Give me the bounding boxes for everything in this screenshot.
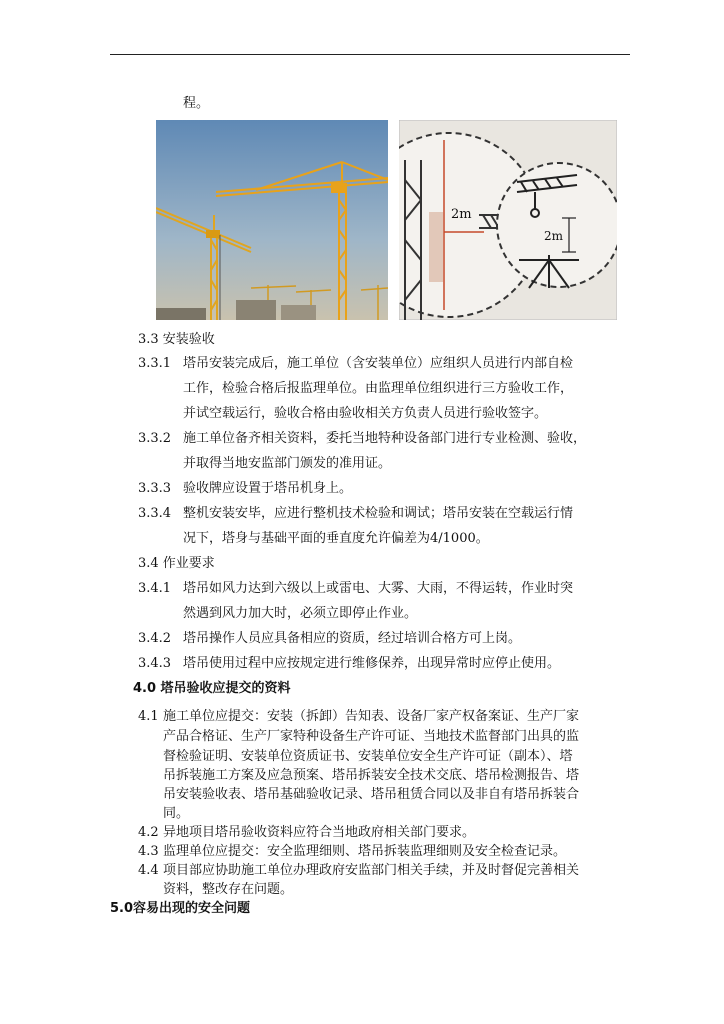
diagram-label-2m-left: 2m — [451, 207, 472, 222]
item-number: 3.3.4 — [138, 506, 172, 521]
item-line: 吊拆装施工方案及应急预案、塔吊拆装安全技术交底、塔吊检测报告、塔 — [163, 768, 580, 783]
item-number: 4.3 — [138, 844, 159, 859]
item-line: 塔吊使用过程中应按规定进行维修保养，出现异常时应停止使用。 — [183, 656, 561, 671]
item-line: 况下，塔身与基础平面的垂直度允许偏差为4/1000。 — [183, 531, 489, 546]
item-line: 资料，整改存在问题。 — [163, 882, 294, 897]
section-3-3-heading: 3.3 安装验收 — [138, 332, 215, 347]
item-line: 并取得当地安监部门颁发的准用证。 — [183, 456, 392, 471]
item-line: 塔吊安装完成后，施工单位（含安装单位）应组织人员进行内部自检 — [183, 356, 574, 371]
item-number: 4.4 — [138, 863, 159, 878]
item-number: 4.2 — [138, 825, 159, 840]
item-line: 施工单位应提交：安装（拆卸）告知表、设备厂家产权备案证、生产厂家 — [163, 709, 580, 724]
item-number: 3.4.1 — [138, 581, 172, 596]
item-number: 3.3.3 — [138, 481, 172, 496]
item-number: 3.3.1 — [138, 356, 172, 371]
continuation-text: 程。 — [183, 96, 210, 111]
item-line: 监理单位应提交：安全监理细则、塔吊拆装监理细则及安全检查记录。 — [163, 844, 567, 859]
item-line: 吊安装验收表、塔吊基础验收记录、塔吊租赁合同以及非自有塔吊拆装合 — [163, 787, 580, 802]
item-line: 督检验证明、安装单位资质证书、安装单位安全生产许可证（副本）、塔 — [163, 749, 573, 764]
item-number: 3.3.2 — [138, 431, 172, 446]
section-5-heading: 5.0容易出现的安全问题 — [110, 901, 251, 916]
item-line: 整机安装安毕，应进行整机技术检验和调试；塔吊安装在空载运行情 — [183, 506, 574, 521]
item-line: 工作，检验合格后报监理单位。由监理单位组织进行三方验收工作， — [183, 381, 574, 396]
item-number: 3.4.2 — [138, 631, 172, 646]
clearance-diagram-illustration — [399, 120, 617, 320]
item-line: 异地项目塔吊验收资料应符合当地政府相关部门要求。 — [163, 825, 476, 840]
tower-cranes-illustration — [156, 120, 388, 320]
item-line: 施工单位备齐相关资料，委托当地特种设备部门进行专业检测、验收， — [183, 431, 587, 446]
item-line: 并试空载运行，验收合格由验收相关方负责人员进行验收签字。 — [183, 406, 548, 421]
item-line: 然遇到风力加大时，必须立即停止作业。 — [183, 606, 418, 621]
tower-cranes-photo — [156, 120, 388, 320]
item-line: 产品合格证、生产厂家特种设备生产许可证、当地技术监督部门出具的监 — [163, 729, 580, 744]
item-number: 3.4.3 — [138, 656, 172, 671]
item-line: 塔吊如风力达到六级以上或雷电、大雾、大雨，不得运转，作业时突 — [183, 581, 574, 596]
item-line: 同。 — [163, 806, 190, 821]
crane-clearance-diagram — [399, 120, 617, 320]
section-3-4-heading: 3.4 作业要求 — [138, 556, 215, 571]
item-line: 塔吊操作人员应具备相应的资质，经过培训合格方可上岗。 — [183, 631, 522, 646]
item-number: 4.1 — [138, 709, 159, 724]
section-4-heading: 4.0 塔吊验收应提交的资料 — [133, 681, 291, 696]
diagram-label-2m-right: 2m — [544, 229, 564, 243]
header-rule — [110, 54, 630, 55]
item-line: 验收牌应设置于塔吊机身上。 — [183, 481, 353, 496]
item-line: 项目部应协助施工单位办理政府安监部门相关手续，并及时督促完善相关 — [163, 863, 580, 878]
